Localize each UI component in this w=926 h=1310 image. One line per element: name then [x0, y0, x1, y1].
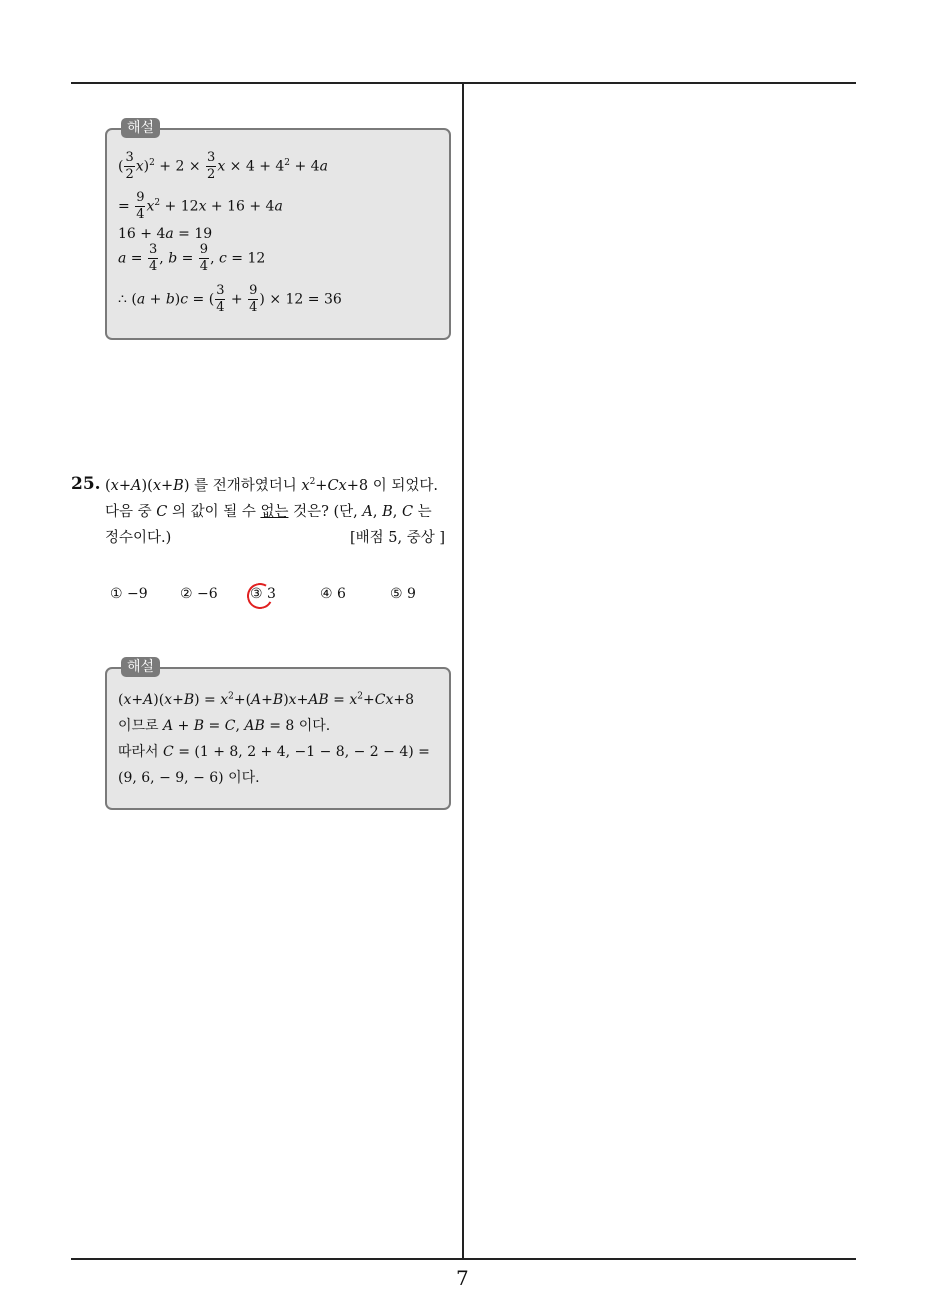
solution1-line2: = $\frac{9}{4}$ $x^2 + 12x + 16 + 4a$ — [118, 190, 283, 222]
page-number: 7 — [456, 1266, 469, 1290]
solution1-line5: ∴ (a + b)c = ( $\frac{3}{4}$ + $\frac{9}{4}$ ) × 12 = 36 — [118, 283, 342, 315]
choice-5[interactable]: ⑤ 9 — [390, 586, 416, 602]
top-rule — [71, 82, 856, 84]
question-line3: 정수이다.) — [105, 530, 172, 546]
fraction: $\frac{3}{4}$ — [216, 283, 225, 315]
question-line2: 다음 중 C 의 값이 될 수 없는 것은? (단, A, B, C 는 — [105, 504, 432, 520]
solution-tab-label: 해설 — [121, 118, 160, 138]
fraction: $\frac{3}{2}$ — [207, 150, 216, 182]
fraction: $\frac{3}{2}$ — [125, 150, 134, 182]
choice-2[interactable]: ② −6 — [180, 586, 218, 602]
choice-4[interactable]: ④ 6 — [320, 586, 346, 602]
fraction: $\frac{9}{4}$ — [199, 242, 209, 274]
solution-tab-label: 해설 — [121, 657, 160, 677]
solution1-line3: 16 + 4a = 19 — [118, 226, 213, 242]
question-score: [배점 5, 중상 ] — [350, 530, 446, 546]
fraction: $\frac{3}{4}$ — [149, 242, 158, 274]
choice-1[interactable]: ① −9 — [110, 586, 148, 602]
solution2-line3: 따라서 C = (1 + 8, 2 + 4, −1 − 8, − 2 − 4) = — [118, 744, 430, 760]
fraction: $\frac{9}{4}$ — [136, 190, 145, 222]
solution1-line1: ( $\frac{3}{2}$ x)$^2$ + 2 × $\frac{3}{2}$ $x \times 4 + 4^2 + 4a$ — [118, 150, 328, 182]
solution1-line4: a = $\frac{3}{4}$ , b = $\frac{9}{4}$ , c = 12 — [118, 242, 266, 274]
solution2-line2: 이므로 A + B = C, AB = 8 이다. — [118, 718, 331, 734]
choice-3[interactable]: ③ 3 — [250, 586, 276, 602]
solution2-line1: $(x+A)(x+B) = x^2+(A+B)x+AB = x^2+Cx+8$ — [118, 691, 414, 708]
answer-circle-mark — [244, 580, 276, 612]
fraction: $\frac{9}{4}$ — [249, 283, 258, 315]
question-line1: (x+A)(x+B) 를 전개하였더니 $x^2+Cx+8$ 이 되었다. — [105, 477, 438, 494]
question-number: 25. — [71, 474, 101, 494]
solution-box-25 — [105, 659, 451, 810]
bottom-rule — [71, 1258, 856, 1260]
solution2-line4: (9, 6, − 9, − 6) 이다. — [118, 770, 260, 786]
column-divider — [462, 83, 464, 1259]
